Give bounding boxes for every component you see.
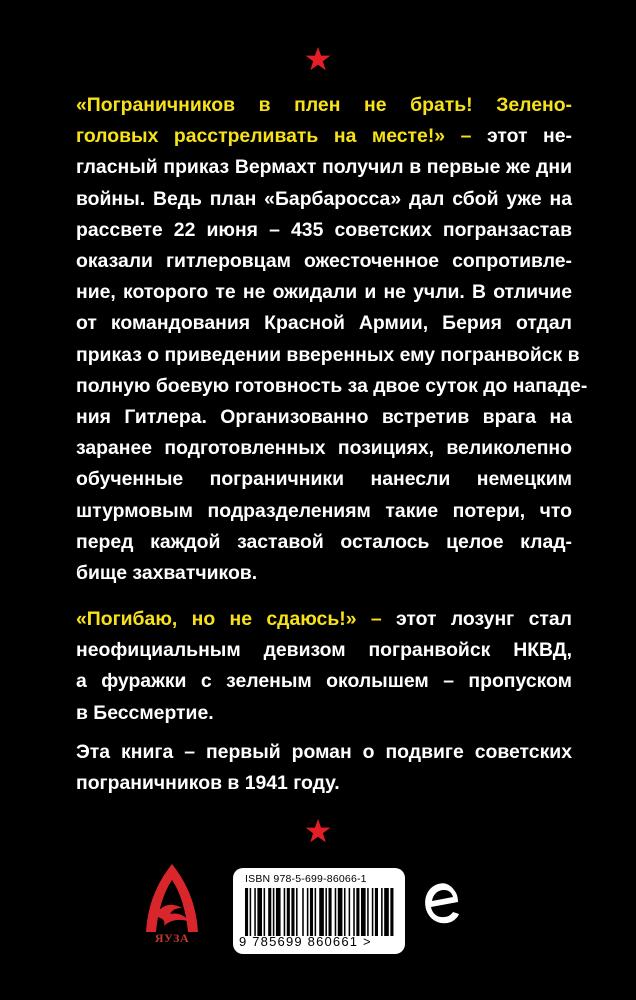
barcode-bar (390, 888, 393, 936)
barcode-bar (276, 888, 281, 936)
body-text: а фуражки с зеленым околышем – пропуском (76, 670, 572, 693)
barcode-bar (273, 888, 275, 936)
barcode-bar (381, 888, 383, 936)
body-text: перед каждой заставой осталось целое клад- (76, 530, 572, 553)
body-text: Эта книга – первый роман о подвиге советских (76, 741, 572, 763)
highlight-text: «Погибаю, но не сдаюсь!» – (76, 608, 382, 630)
body-text: войны. Ведь план «Барбаросса» дал сбой уже на (76, 187, 572, 210)
red-star-bottom-icon (305, 818, 331, 844)
barcode-bar (356, 888, 359, 936)
body-text: рассвете 22 июня – 435 советских погранзастав (76, 218, 572, 241)
text-line (76, 308, 572, 339)
body-text: приказ о приведении вверенных ему погранвойск в (76, 343, 580, 366)
red-star-top-icon (305, 46, 331, 72)
barcode-bar (344, 888, 346, 936)
text-line (76, 737, 572, 768)
text-line (76, 215, 572, 246)
barcode-bar (302, 888, 304, 936)
body-text: штурмовым подразделениям такие потери, что (76, 499, 572, 522)
body-text: ние, которого те не ожидали и не учли. В отличие (76, 281, 572, 304)
body-text: ния Гитлера. Организованно встретив врага на (76, 406, 572, 429)
text-line (76, 768, 572, 799)
text-line (76, 666, 572, 697)
barcode-bar (250, 888, 252, 936)
body-text: бище захватчиков. (76, 562, 258, 585)
body-text: полную боевую готовность за двое суток до нападе- (76, 374, 588, 397)
body-text: в Бессмертие. (76, 701, 214, 724)
body-text: этот не- (471, 125, 572, 148)
annotation-paragraph-2 (76, 604, 572, 729)
annotation-paragraph-3 (76, 737, 572, 799)
text-line (76, 152, 572, 183)
highlight-text: «Пограничников в плен не брать! Зелено- (76, 94, 572, 116)
barcode-bar (291, 888, 294, 936)
barcode-bar (284, 888, 286, 936)
barcode-bar (325, 888, 327, 936)
barcode-bar (307, 888, 309, 936)
highlight-text: головых расстреливать на месте!» – (76, 125, 472, 148)
barcode-bar (335, 888, 337, 936)
body-text: гласный приказ Вермахт получил в первые же дни (76, 156, 572, 179)
barcode-bar (319, 888, 324, 936)
text-line (76, 371, 588, 402)
text-line (76, 90, 572, 121)
barcode-bar (361, 888, 366, 936)
barcode-bar (257, 888, 262, 936)
text-line (76, 496, 572, 527)
barcode-bar (296, 888, 298, 936)
text-line (76, 184, 572, 215)
barcode-bar (384, 888, 389, 936)
text-line (76, 464, 572, 495)
text-line (76, 635, 572, 666)
annotation-paragraph-1 (76, 90, 588, 589)
text-line (76, 121, 572, 152)
yauza-publisher-logo (142, 862, 202, 946)
text-line (76, 433, 572, 464)
barcode-panel (233, 868, 405, 954)
barcode-bar (254, 888, 256, 936)
body-text: от командования Красной Армии, Берия отдал (76, 312, 572, 335)
text-line (76, 604, 572, 635)
barcode-bar (329, 888, 332, 936)
body-text: оказали гитлеровцам ожесточенное сопротивле- (76, 250, 572, 273)
barcode-bars (245, 888, 395, 936)
barcode-bar (349, 888, 351, 936)
publisher-label: ЯУЗА (154, 931, 190, 945)
eksmo-logo (420, 876, 462, 934)
body-text: обученные пограничники нанесли немецким (76, 468, 572, 491)
barcode-bar (264, 888, 266, 936)
barcode-bar (245, 888, 248, 936)
barcode-bar (315, 888, 317, 936)
barcode-bar (268, 888, 271, 936)
isbn-text: ISBN 978-5-699-86066-1 (245, 873, 367, 885)
text-line (76, 340, 580, 371)
text-line (76, 246, 572, 277)
barcode-bar (367, 888, 369, 936)
body-text: пограничников в 1941 году. (76, 772, 340, 795)
barcode-bar (338, 888, 343, 936)
barcode-bar (310, 888, 313, 936)
body-text: заранее подготовленных позициях, великолепно (76, 437, 572, 460)
barcode-bar (353, 888, 355, 936)
barcode-bar (372, 888, 374, 936)
text-line (76, 277, 572, 308)
text-line (76, 698, 572, 729)
text-line (76, 527, 572, 558)
barcode-digits: 9 785699 860661 > (239, 934, 372, 949)
barcode-bar (287, 888, 290, 936)
body-text: этот лозунг стал (381, 608, 572, 630)
text-line (76, 558, 572, 589)
eksmo-e-logo-icon (420, 876, 462, 934)
body-text: неофициальным девизом погранвойск НКВД, (76, 639, 572, 662)
text-line (76, 402, 572, 433)
barcode-bar (375, 888, 378, 936)
